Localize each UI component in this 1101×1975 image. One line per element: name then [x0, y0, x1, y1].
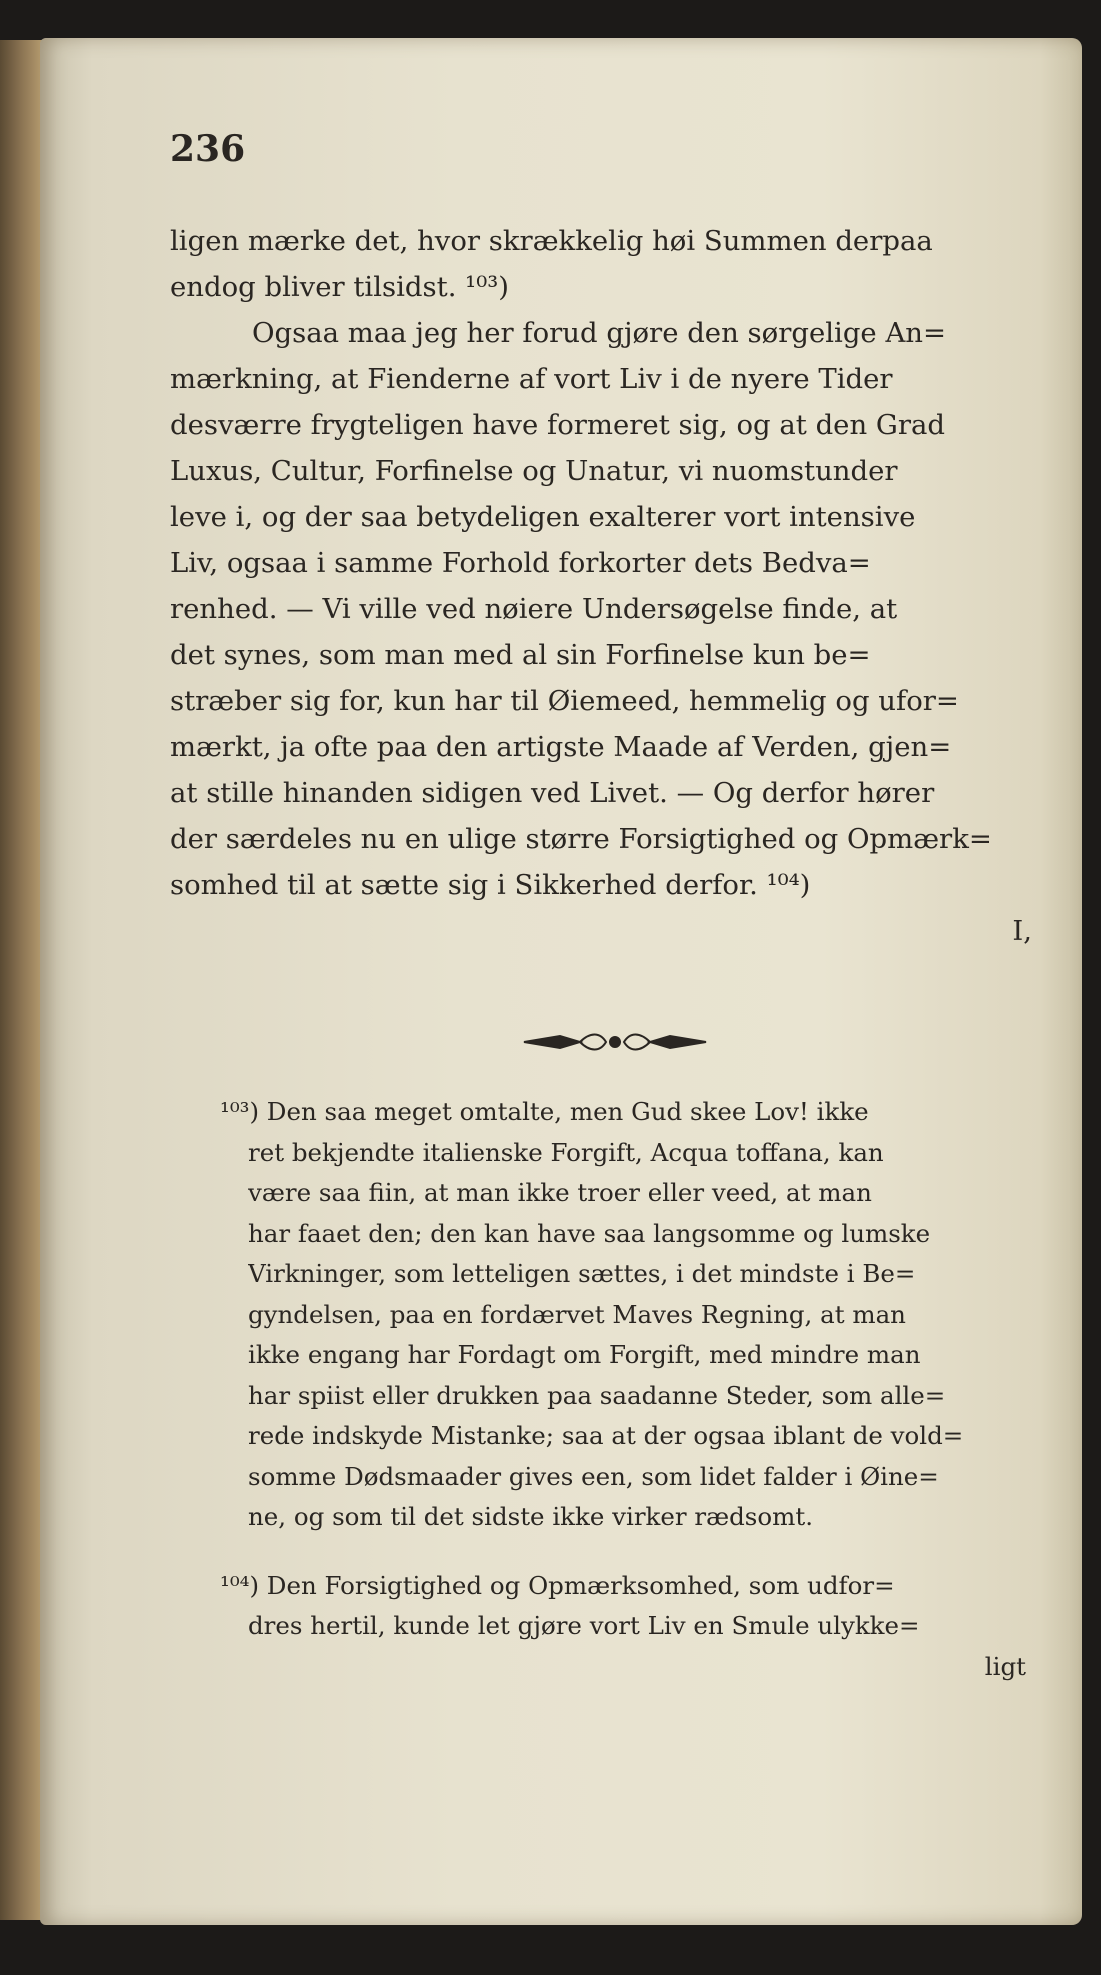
page-number: 236	[170, 128, 246, 170]
footnote-line: dres hertil, kunde let gjøre vort Liv en Smule ulykke=	[248, 1611, 920, 1640]
footnote-line: ret bekjendte italienske Forgift, Acqua toffana, kan	[248, 1137, 884, 1167]
footnote-line: rede indskyde Mistanke; saa at der ogsaa iblant de vold=	[248, 1421, 964, 1450]
footnotes	[220, 1092, 1026, 1687]
text-line: det synes, som man med al sin Forfinelse kun be=	[170, 639, 871, 671]
text-line: Ogsaa maa jeg her forud gjøre den sørgelige An=	[252, 317, 947, 349]
footnote-line: ¹⁰⁴) Den Forsigtighed og Opmærksomhed, som udfor=	[220, 1570, 895, 1600]
text-line: endog bliver tilsidst. ¹⁰³)	[170, 271, 509, 303]
text-line: Liv, ogsaa i samme Forhold forkorter dets Bedva=	[170, 547, 871, 579]
footnote-line: har faaet den; den kan have saa langsomme og lumske	[248, 1218, 931, 1248]
footnote-line: ne, og som til det sidste ikke virker rædsomt.	[248, 1502, 813, 1531]
text-line: at stille hinanden sidigen ved Livet. — Og derfor hører	[170, 777, 935, 809]
footnote-gap	[248, 1538, 1026, 1566]
text-line: ligen mærke det, hvor skrækkelig høi Summen derpaa	[170, 225, 933, 257]
text-line: Luxus, Cultur, Forfinelse og Unatur, vi nuomstunder	[170, 455, 898, 487]
footnote-line: gyndelsen, paa en fordærvet Maves Regning, at man	[248, 1299, 906, 1329]
text-line: mærkt, ja ofte paa den artigste Maade af Verden, gjen=	[170, 731, 952, 763]
text-line: stræber sig for, kun har til Øiemeed, hemmelig og ufor=	[170, 685, 959, 717]
text-line: desværre frygteligen have formeret sig, og at den Grad	[170, 409, 946, 441]
text-line: renhed. — Vi ville ved nøiere Undersøgelse finde, at	[170, 593, 898, 625]
footnote-line: Virkninger, som letteligen sættes, i det mindste i Be=	[248, 1259, 916, 1288]
text-line: mærkning, at Fienderne af vort Liv i de nyere Tider	[170, 363, 893, 395]
footnote-line: somme Dødsmaader gives een, som lidet falder i Øine=	[248, 1461, 939, 1491]
footnote-line: være saa fiin, at man ikke troer eller veed, at man	[248, 1178, 872, 1207]
footnote-line: ¹⁰³) Den saa meget omtalte, men Gud skee Lov! ikke	[220, 1097, 869, 1126]
text-line: der særdeles nu en ulige større Forsigtighed og Opmærk=	[170, 823, 992, 855]
ornament-divider-icon	[520, 1030, 710, 1054]
footnote-line: har spiist eller drukken paa saadanne Steder, som alle=	[248, 1380, 946, 1410]
text-line: leve i, og der saa betydeligen exalterer vort intensive	[170, 501, 916, 533]
catchword: I,	[1012, 915, 1032, 947]
text-line: somhed til at sætte sig i Sikkerhed derfor. ¹⁰⁴)	[170, 869, 811, 901]
footnote-line: ikke engang har Fordagt om Forgift, med mindre man	[248, 1340, 921, 1369]
main-text	[170, 218, 1040, 954]
footnote-catchword: ligt	[984, 1651, 1026, 1681]
